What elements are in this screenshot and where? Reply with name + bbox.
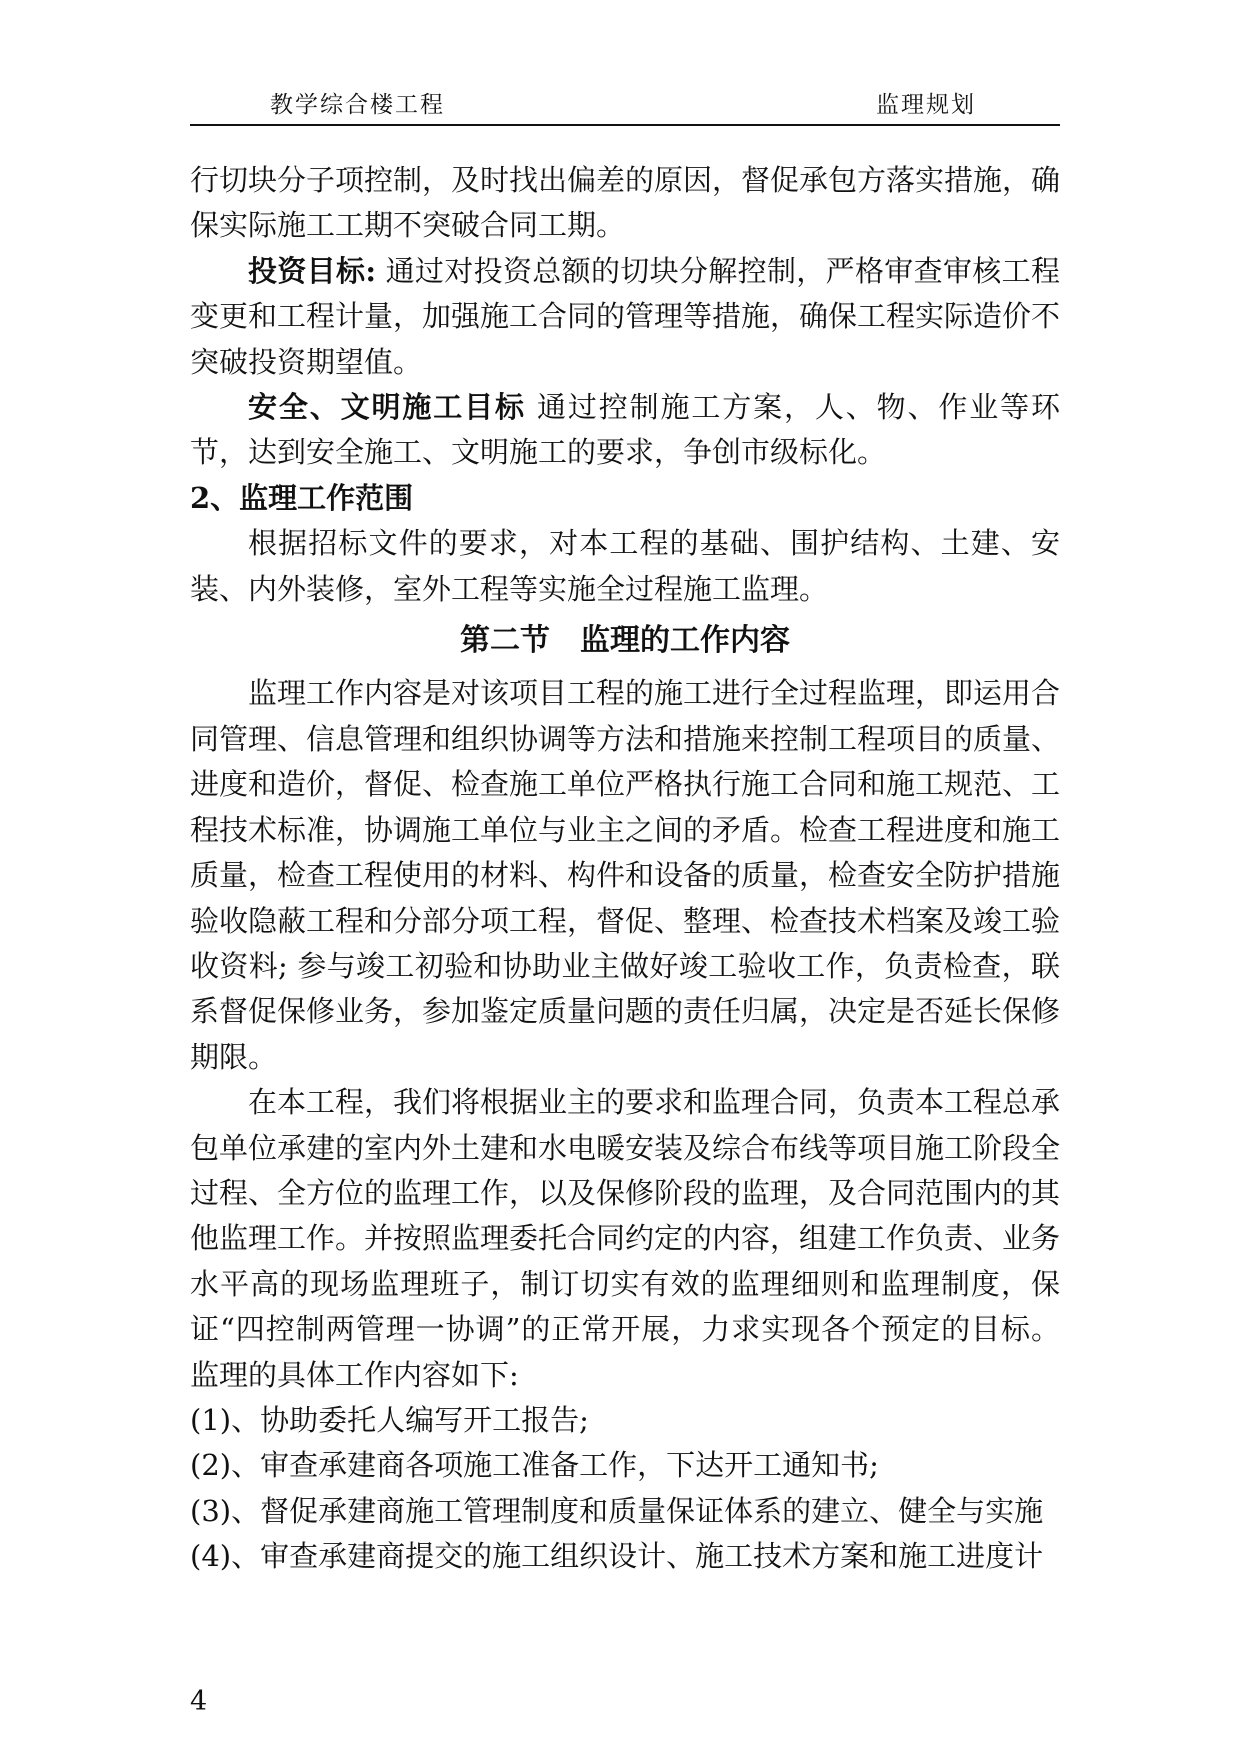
document-body	[190, 158, 1060, 1580]
page-number: 4	[190, 1686, 208, 1717]
list-item-1: (1)、协助委托人编写开工报告;	[190, 1402, 589, 1437]
paragraph-schedule-goal-continued: 行切块分子项控制，及时找出偏差的原因，督促承包方落实措施，确保实际施工工期不突破合同工期。	[190, 163, 1061, 243]
heading-supervision-scope: 2、监理工作范围	[190, 480, 414, 515]
section-title	[190, 618, 1060, 663]
page-header	[190, 80, 1060, 126]
section-number: 第二节	[460, 623, 550, 659]
investment-goal-label: 投资目标:	[248, 253, 377, 288]
list-item-2: (2)、审查承建商各项施工准备工作，下达开工通知书;	[190, 1448, 879, 1483]
paragraph-project-supervision: 在本工程，我们将根据业主的要求和监理合同，负责本工程总承包单位承建的室内外土建和水电暖安装及综合布线等项目施工阶段全过程、全方位的监理工作，以及保修阶段的监理，及合同范围内的其他监理工作。并按照监理委托合同约定的内容，组建工作负责、业务水平高的现场监理班子，制订切实有效的监理细则和监理制度，保证“四控制两管理一协调”的正常开展，力求实现各个预定的目标。监理的具体工作内容如下:	[190, 1085, 1061, 1392]
list-item-4: (4)、审查承建商提交的施工组织设计、施工技术方案和施工进度计	[190, 1539, 1044, 1574]
safety-goal-text: 通过控制施工方案，人、物、作业等环节，达到安全施工、文明施工的要求，争创市级标化。	[190, 390, 1060, 470]
header-project-title: 教学综合楼工程	[270, 92, 445, 118]
list-item-3: (3)、督促承建商施工管理制度和质量保证体系的建立、健全与实施	[190, 1493, 1044, 1528]
paragraph-investment-goal	[190, 249, 1060, 385]
header-document-title: 监理规划	[876, 92, 976, 118]
investment-goal-text: 通过对投资总额的切块分解控制，严格审查审核工程变更和工程计量，加强施工合同的管理等措施，确保工程实际造价不突破投资期望值。	[190, 253, 1061, 379]
paragraph-supervision-scope: 根据招标文件的要求，对本工程的基础、围护结构、土建、安装、内外装修，室外工程等实施全过程施工监理。	[190, 526, 1060, 606]
paragraph-safety-goal	[190, 385, 1060, 476]
paragraph-work-content: 监理工作内容是对该项目工程的施工进行全过程监理，即运用合同管理、信息管理和组织协调等方法和措施来控制工程项目的质量、进度和造价，督促、检查施工单位严格执行施工合同和施工规范、工程技术标准，协调施工单位与业主之间的矛盾。检查工程进度和施工质量，检查工程使用的材料、构件和设备的质量，检查安全防护措施验收隐蔽工程和分部分项工程，督促、整理、检查技术档案及竣工验收资料; 参与竣工初验和协助业主做好竣工验收工作，负责检查，联系督促保修业务，参加鉴定质量问题的责任归属，决定是否延长保修期限。	[190, 676, 1061, 1074]
section-name: 监理的工作内容	[580, 623, 790, 659]
safety-goal-label: 安全、文明施工目标	[248, 390, 526, 425]
